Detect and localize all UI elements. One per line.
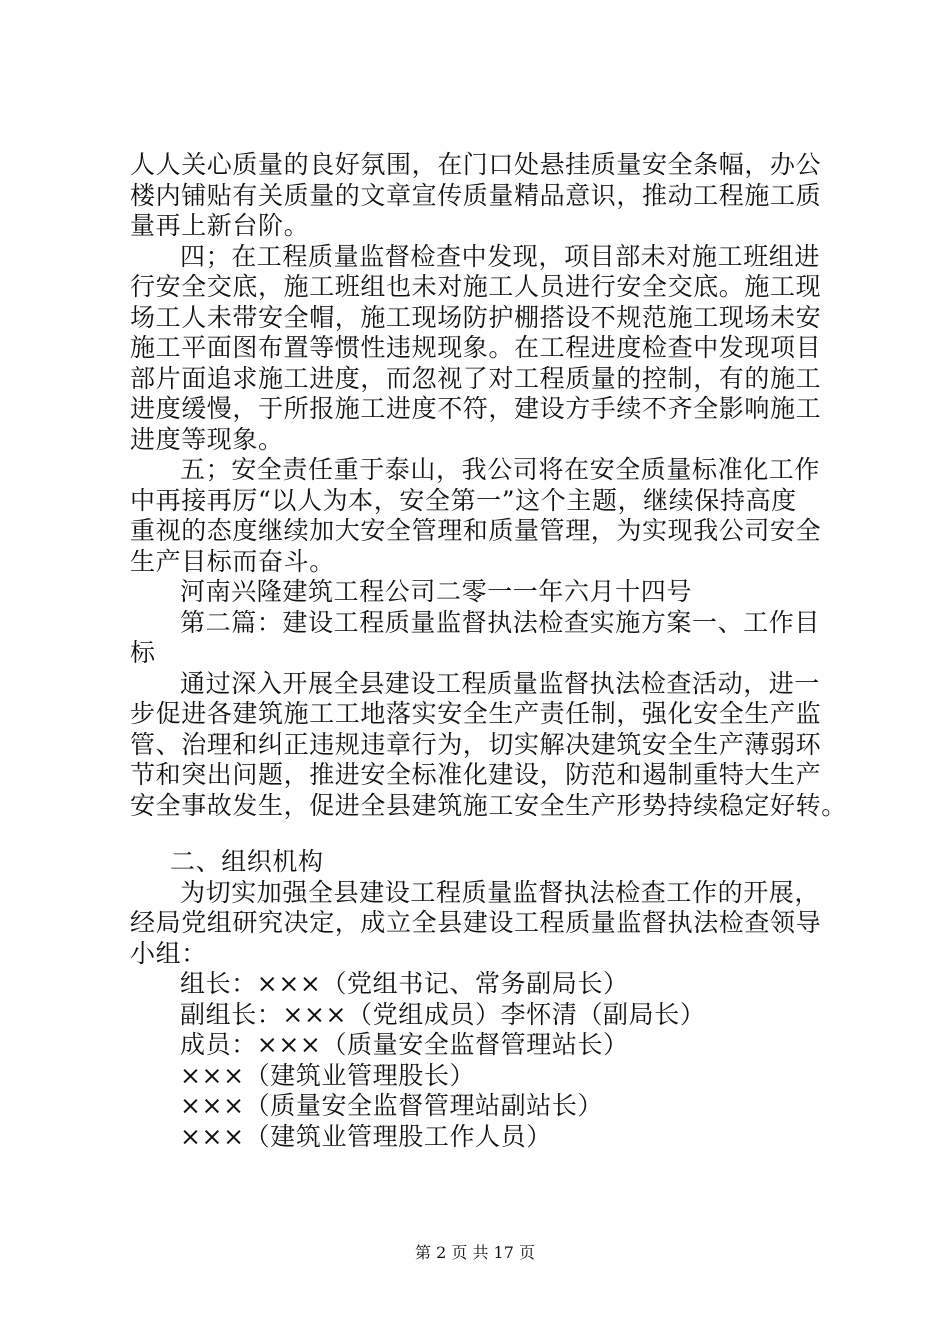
paragraph-start-line: 通过深入开展全县建设工程质量监督执法检查活动，进一	[180, 668, 821, 698]
member-line: ×××（建筑业管理股工作人员）	[180, 1121, 552, 1151]
page-number-footer: 第 2 页 共 17 页	[415, 1243, 535, 1262]
text-line: 量再上新台阶。	[130, 211, 310, 240]
paragraph-start-line: 五；安全责任重于泰山，我公司将在安全质量标准化工作	[180, 455, 821, 484]
text-line: 生产目标而奋斗。	[130, 546, 335, 576]
text-line: 进度等现象。	[130, 424, 284, 454]
document-body	[130, 150, 850, 1152]
member-line: ×××（质量安全监督管理站副站长）	[180, 1091, 604, 1120]
text-line: 小组：	[130, 938, 207, 968]
text-line: 管、治理和纠正违规违章行为，切实解决建筑安全生产薄弱环	[130, 729, 822, 759]
blank-space	[130, 821, 850, 847]
text-line: 行安全交底，施工班组也未对施工人员进行安全交底。施工现	[130, 272, 822, 301]
text-line: 经局党组研究决定，成立全县建设工程质量监督执法检查领导	[130, 908, 822, 937]
text-line: 安全事故发生，促进全县建筑施工安全生产形势持续稳定好转。	[130, 790, 847, 820]
member-line: ×××（建筑业管理股长）	[180, 1060, 476, 1090]
paragraph-start-line: 四；在工程质量监督检查中发现，项目部未对施工班组进	[180, 241, 821, 271]
text-line: 中再接再厉“以人为本，安全第一”这个主题，继续保持高度	[130, 485, 797, 515]
text-line: 节和突出问题，推进安全标准化建设，防范和遏制重特大生产	[130, 760, 822, 789]
text-line: 重视的态度继续加大安全管理和质量管理，为实现我公司安全	[130, 516, 822, 545]
member-line: 副组长：×××（党组成员）李怀清（副局长）	[180, 999, 706, 1029]
text-line: 人人关心质量的良好氛围，在门口处悬挂质量安全条幅，办公	[130, 150, 822, 179]
text-line: 部片面追求施工进度，而忽视了对工程质量的控制，有的施工	[130, 363, 822, 393]
paragraph-start-line: 为切实加强全县建设工程质量监督执法检查工作的开展，	[180, 877, 821, 907]
article-heading: 第二篇：建设工程质量监督执法检查实施方案一、工作目	[180, 607, 821, 637]
text-line: 进度缓慢，于所报施工进度不符，建设方手续不齐全影响施工	[130, 394, 822, 423]
member-line: 组长：×××（党组书记、常务副局长）	[180, 969, 629, 998]
text-line: 施工平面图布置等惯性违规现象。在工程进度检查中发现项目	[130, 333, 822, 362]
text-line: 场工人未带安全帽，施工现场防护棚搭设不规范施工现场未安	[130, 302, 822, 332]
article-heading-continued: 标	[130, 638, 156, 667]
section-title: 二、组织机构	[170, 847, 324, 876]
signature-line: 河南兴隆建筑工程公司二零一一年六月十四号	[180, 577, 693, 606]
text-line: 楼内铺贴有关质量的文章宣传质量精品意识，推动工程施工质	[130, 180, 822, 210]
text-line: 步促进各建筑施工工地落实安全生产责任制，强化安全生产监	[130, 699, 822, 728]
member-line: 成员：×××（质量安全监督管理站长）	[180, 1030, 629, 1059]
